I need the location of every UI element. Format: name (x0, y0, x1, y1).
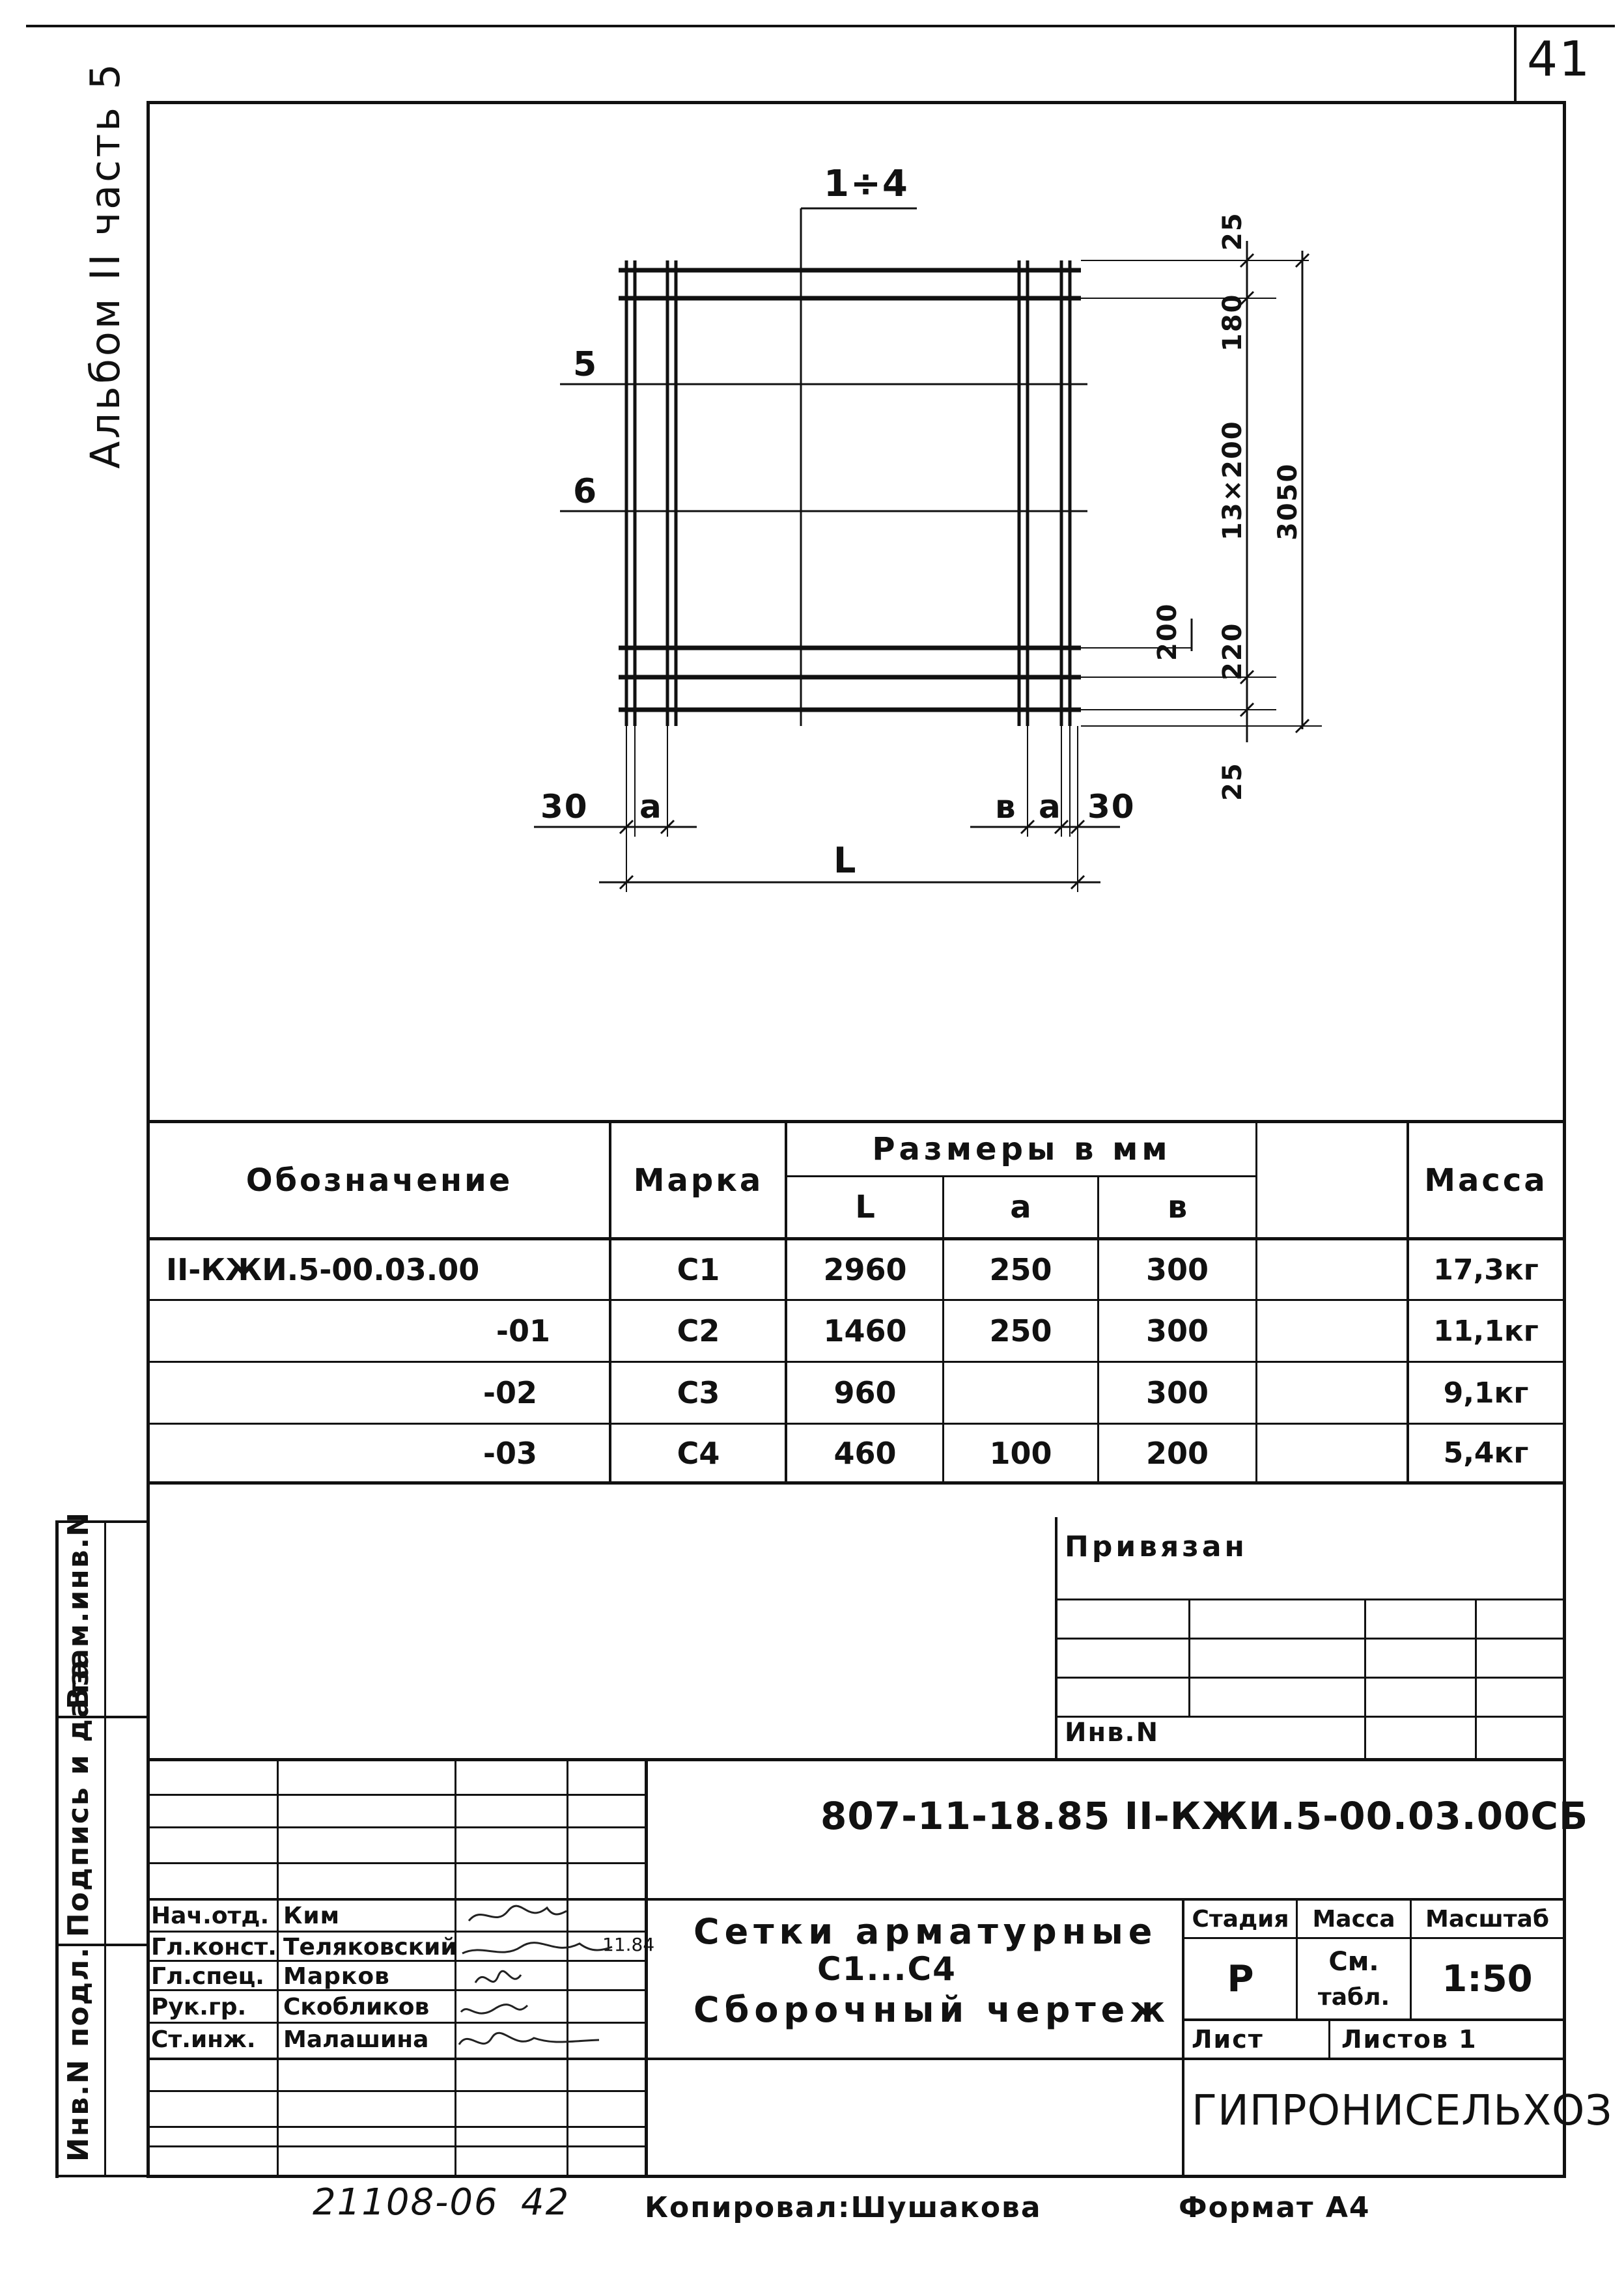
title-line-2: С1...С4 (817, 1950, 957, 1988)
row1-a: 250 (989, 1252, 1052, 1287)
header-a: a (1010, 1189, 1031, 1225)
album-label: Альбом II часть 5 (81, 61, 129, 469)
row4-mass: 5,4кг (1443, 1436, 1529, 1470)
stage-value: Р (1227, 1957, 1254, 2000)
dim-180: 180 (1218, 293, 1248, 352)
row3-mass: 9,1кг (1443, 1376, 1529, 1410)
mark-1-4: 1÷4 (824, 163, 909, 205)
sheet-number-footer: 42 (521, 2181, 570, 2224)
archive-number: 21108-06 (313, 2181, 499, 2224)
mass-label: Масса (1312, 1906, 1395, 1933)
dim-25-top: 25 (1218, 212, 1248, 251)
header-designation: Обозначение (245, 1162, 513, 1199)
doc-code: 807-11-18.85 II-КЖИ.5-00.03.00СБ (820, 1794, 1589, 1838)
copied-by: Копировал:Шушакова (645, 2191, 1042, 2224)
dim-25-bottom: 25 (1218, 762, 1248, 801)
signatures (456, 1898, 645, 2061)
dim-a-left: a (639, 788, 663, 826)
role-2: Гл.конст. (151, 1934, 277, 1961)
sheets-label: Листов 1 (1341, 2025, 1477, 2054)
role-4: Рук.гр. (151, 1994, 247, 2020)
header-L: L (855, 1189, 875, 1225)
row3-mark: С3 (677, 1375, 720, 1410)
mass-value-2: табл. (1317, 1984, 1390, 2011)
row4-a: 100 (989, 1435, 1052, 1471)
row1-L: 2960 (823, 1252, 907, 1287)
role-1: Нач.отд. (151, 1903, 270, 1929)
dim-L: L (833, 840, 858, 881)
row4-b: 200 (1145, 1435, 1209, 1471)
header-b: в (1167, 1189, 1188, 1225)
binding-title: Привязан (1065, 1530, 1248, 1563)
row1-mark: С1 (677, 1252, 720, 1287)
row2-mark: С2 (677, 1313, 720, 1348)
dim-200: 200 (1153, 602, 1183, 661)
title-line-1: Сетки арматурные (693, 1911, 1158, 1952)
row2-b: 300 (1145, 1313, 1209, 1348)
row3-a (944, 1363, 1097, 1423)
frame-bottom (147, 2175, 1566, 2178)
title-line-3: Сборочный чертеж (693, 1989, 1171, 2030)
row1-b: 300 (1145, 1252, 1209, 1287)
role-5: Ст.инж. (151, 2026, 256, 2053)
dim-13x200: 13×200 (1218, 420, 1248, 540)
row4-mark: С4 (677, 1435, 720, 1471)
mesh-drawing (0, 0, 1624, 1107)
name-4: Скобликов (283, 1994, 430, 2020)
stage-label: Стадия (1192, 1906, 1289, 1933)
sheet-label: Лист (1192, 2025, 1264, 2054)
dim-a-right: a (1039, 788, 1062, 826)
row4-L: 460 (833, 1435, 897, 1471)
dim-b: в (995, 788, 1017, 826)
row2-a: 250 (989, 1313, 1052, 1348)
row3-L: 960 (833, 1375, 897, 1410)
row3-b: 300 (1145, 1375, 1209, 1410)
header-sizes: Размеры в мм (872, 1131, 1171, 1167)
row2-L: 1460 (823, 1313, 907, 1348)
side-inv-orig: Инв.N подл. (62, 1946, 95, 2162)
row2-designation: -01 (496, 1313, 550, 1348)
dim-30-left: 30 (540, 788, 589, 826)
dim-3050: 3050 (1273, 462, 1303, 540)
binding-inv: Инв.N (1065, 1718, 1160, 1748)
page-number: 41 (1527, 31, 1591, 87)
header-mass: Масса (1424, 1162, 1548, 1199)
row1-designation: II-КЖИ.5-00.03.00 (166, 1252, 480, 1287)
row4-designation: -03 (483, 1435, 537, 1471)
role-3: Гл.спец. (151, 1963, 264, 1990)
name-1: Ким (283, 1903, 341, 1929)
name-3: Марков (283, 1963, 390, 1990)
mark-5: 5 (573, 345, 598, 384)
name-5: Малашина (283, 2026, 429, 2053)
row1-mass: 17,3кг (1433, 1253, 1539, 1287)
scale-value: 1:50 (1442, 1957, 1533, 2000)
dim-30-right: 30 (1087, 788, 1136, 826)
dim-220: 220 (1218, 622, 1248, 680)
name-2: Теляковский (283, 1934, 457, 1961)
format: Формат А4 (1179, 2191, 1371, 2224)
row3-designation: -02 (483, 1375, 537, 1410)
sign-date-note: 11.84 (602, 1934, 655, 1955)
side-sign-date: Подпись и дата (62, 1658, 95, 1937)
row2-mass: 11,1кг (1433, 1314, 1539, 1348)
mass-value-1: См. (1328, 1946, 1379, 1977)
header-mark: Марка (633, 1162, 764, 1199)
mark-6: 6 (573, 472, 598, 511)
organization: ГИПРОНИСЕЛЬХОЗ (1192, 2087, 1613, 2135)
scale-label: Масштаб (1425, 1906, 1549, 1933)
side-vzam-inv: Взам.инв.N (62, 1511, 95, 1709)
